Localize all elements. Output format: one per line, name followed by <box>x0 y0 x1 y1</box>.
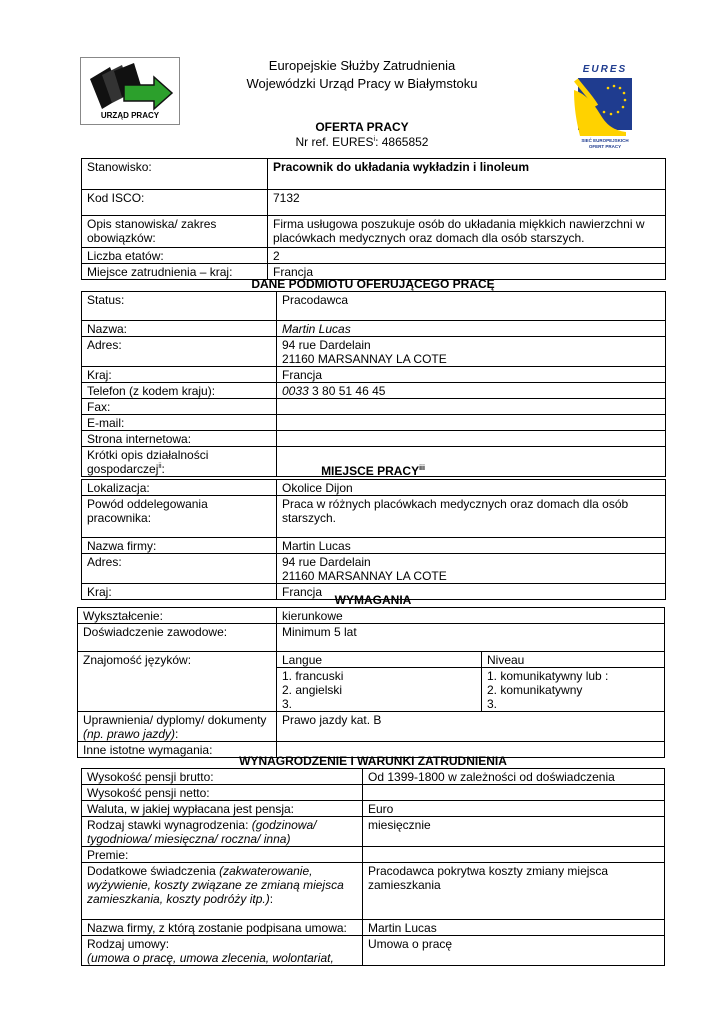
position-label: Stanowisko: <box>82 159 268 190</box>
posts-label: Liczba etatów: <box>82 248 268 264</box>
licenses-value: Prawo jazdy kat. B <box>277 712 665 742</box>
reason-label: Powód oddelegowania pracownika: <box>82 496 277 538</box>
phone-value: 0033 3 80 51 46 45 <box>277 383 666 399</box>
website-label: Strona internetowa: <box>82 431 277 447</box>
place-label: Miejsce zatrudnienia – kraj: <box>82 264 268 280</box>
contract-type-value: Umowa o pracę <box>363 936 665 966</box>
job-table <box>81 158 666 280</box>
header-line-2: Wojewódzki Urząd Pracy w Białymstoku <box>246 76 478 91</box>
position-value: Pracownik do układania wykładzin i linoleum <box>268 159 666 190</box>
gross-salary-value: Od 1399-1800 w zależności od doświadczenia <box>363 769 665 785</box>
fax-value <box>277 399 666 415</box>
workplace-section-title: MIEJSCE PRACY$^{iii}$ <box>321 464 425 478</box>
bonus-label: Premie: <box>82 847 363 863</box>
email-value <box>277 415 666 431</box>
location-value: Okolice Dijon <box>277 480 666 496</box>
fax-label: Fax: <box>82 399 277 415</box>
company-value: Martin Lucas <box>277 538 666 554</box>
languages-label: Znajomość języków: <box>78 652 277 712</box>
bonus-value <box>363 847 665 863</box>
languages-list: 1. francuski 2. angielski 3. <box>277 668 482 712</box>
workplace-country-value: Francja <box>277 584 666 600</box>
place-value: Francja <box>268 264 666 280</box>
levels-list: 1. komunikatywny lub : 2. komunikatywny 3. <box>482 668 665 712</box>
experience-value: Minimum 5 lat <box>277 624 665 652</box>
svg-text:OFERT PRACY: OFERT PRACY <box>588 144 622 149</box>
eures-logo <box>570 60 640 150</box>
svg-text:EURES: EURES <box>582 64 628 75</box>
reason-value: Praca w różnych placówkach medycznych oraz domach dla osób starszych. <box>277 496 666 538</box>
country-label: Kraj: <box>82 367 277 383</box>
benefits-label: Dodatkowe świadczenia (zakwaterowanie, wyżywienie, koszty związane ze zmianą miejsca zamieszkania, koszty podróży itp.): <box>82 863 363 920</box>
requirements-table <box>77 607 665 758</box>
level-column-header: Niveau <box>482 652 665 668</box>
other-requirements-label: Inne istotne wymagania: <box>78 742 277 758</box>
status-label: Status: <box>82 292 277 321</box>
net-salary-label: Wysokość pensji netto: <box>82 785 363 801</box>
workplace-table <box>81 479 666 600</box>
description-value: Firma usługowa poszukuje osób do układania miękkich nawierzchni w placówkach medycznych oraz domach dla osób starszych. <box>268 216 666 248</box>
reference-number: Nr ref. EURES$^i$: 4865852 <box>295 135 429 149</box>
workplace-address-label: Adres: <box>82 554 277 584</box>
language-column-header: Langue <box>277 652 482 668</box>
net-salary-value <box>363 785 665 801</box>
description-label: Opis stanowiska/ zakres obowiązków: <box>82 216 268 248</box>
rate-value: miesięcznie <box>363 817 665 847</box>
company-label: Nazwa firmy: <box>82 538 277 554</box>
licenses-label: Uprawnienia/ dyplomy/ dokumenty (np. prawo jazdy): <box>78 712 277 742</box>
location-label: Lokalizacja: <box>82 480 277 496</box>
employer-section-title: DANE PODMIOTU OFERUJĄCEGO PRACĘ <box>251 277 495 291</box>
benefits-value: Pracodawca pokrytwa koszty zmiany miejsca zamieszkania <box>363 863 665 920</box>
svg-text:SIEĆ EUROPEJSKICH: SIEĆ EUROPEJSKICH <box>581 138 629 143</box>
contract-company-label: Nazwa firmy, z którą zostanie podpisana umowa: <box>82 920 363 936</box>
rate-label: Rodzaj stawki wynagrodzenia: (godzinowa/ tygodniowa/ miesięczna/ roczna/ inna) <box>82 817 363 847</box>
address-value: 94 rue Dardelain 21160 MARSANNAY LA COTE <box>277 337 666 367</box>
currency-label: Waluta, w jakiej wypłacana jest pensja: <box>82 801 363 817</box>
currency-value: Euro <box>363 801 665 817</box>
contract-type-label: Rodzaj umowy: (umowa o pracę, umowa zlecenia, wolontariat, <box>82 936 363 966</box>
address-label: Adres: <box>82 337 277 367</box>
education-label: Wykształcenie: <box>78 608 277 624</box>
status-value: Pracodawca <box>277 292 666 321</box>
phone-label: Telefon (z kodem kraju): <box>82 383 277 399</box>
website-value <box>277 431 666 447</box>
header-line-1: Europejskie Służby Zatrudnienia <box>268 58 456 73</box>
salary-section-title: WYNAGRODZENIE I WARUNKI ZATRUDNIENIA <box>239 754 507 768</box>
requirements-section-title: WYMAGANIA <box>334 593 412 607</box>
contract-company-value: Martin Lucas <box>363 920 665 936</box>
offer-title: OFERTA PRACY <box>315 120 409 134</box>
salary-table <box>81 768 665 966</box>
experience-label: Doświadczenie zawodowe: <box>78 624 277 652</box>
name-value: Martin Lucas <box>277 321 666 337</box>
isco-label: Kod ISCO: <box>82 190 268 216</box>
employer-table <box>81 291 666 477</box>
name-label: Nazwa: <box>82 321 277 337</box>
activity-label: Krótki opis działalności gospodarczej$^{ii}$: <box>82 447 277 477</box>
posts-value: 2 <box>268 248 666 264</box>
isco-value: 7132 <box>268 190 666 216</box>
gross-salary-label: Wysokość pensji brutto: <box>82 769 363 785</box>
education-value: kierunkowe <box>277 608 665 624</box>
urzad-pracy-logo <box>80 57 180 125</box>
workplace-country-label: Kraj: <box>82 584 277 600</box>
svg-text:URZĄD PRACY: URZĄD PRACY <box>100 111 160 120</box>
workplace-address-value: 94 rue Dardelain 21160 MARSANNAY LA COTE <box>277 554 666 584</box>
country-value: Francja <box>277 367 666 383</box>
email-label: E-mail: <box>82 415 277 431</box>
